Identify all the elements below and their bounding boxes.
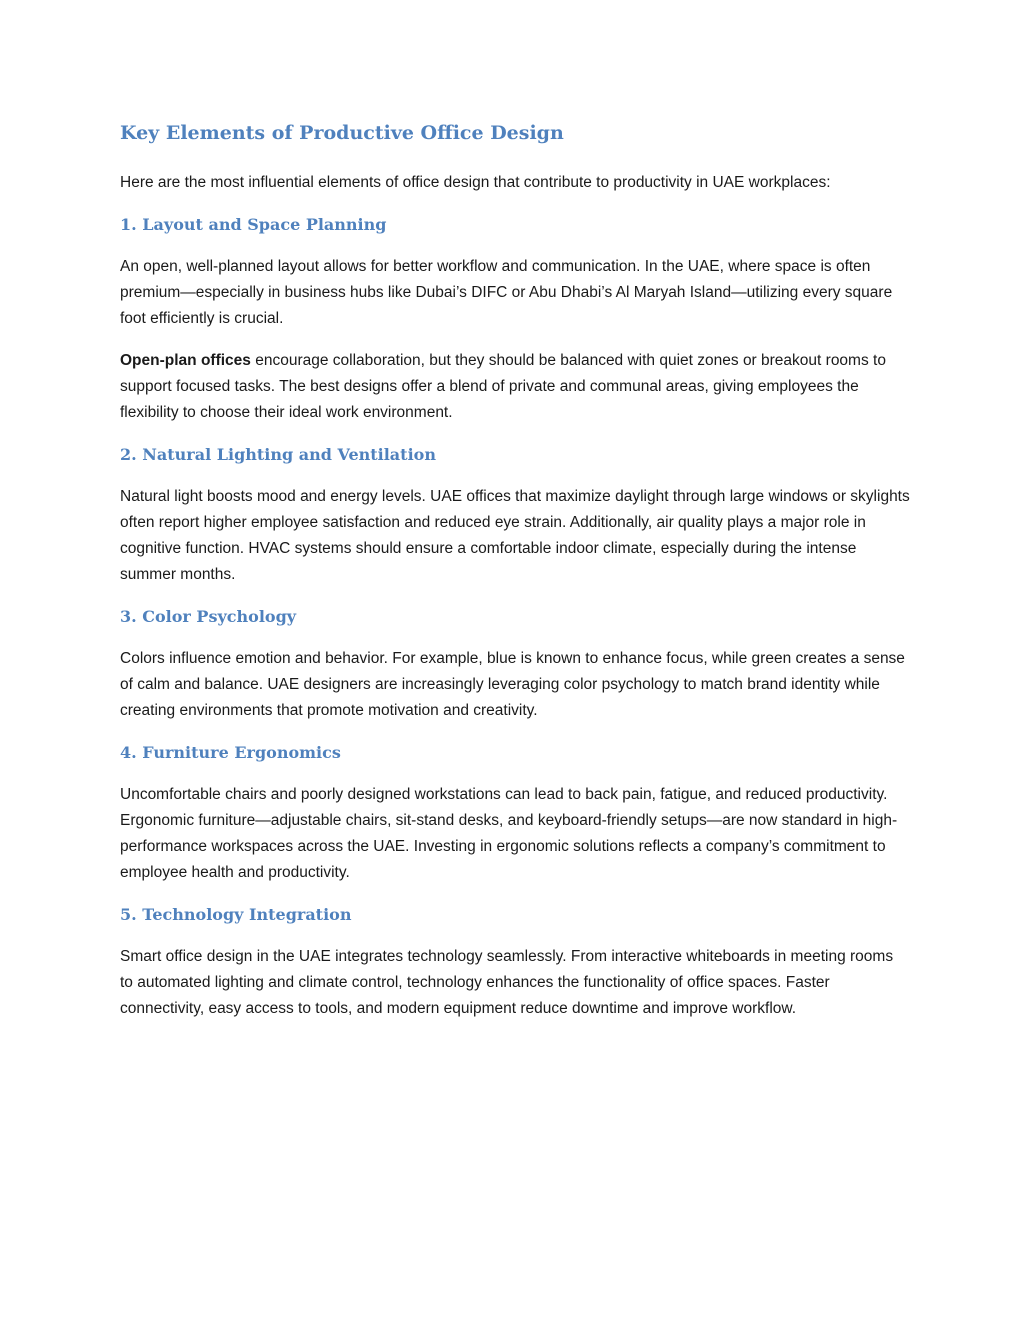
section-heading: 2. Natural Lighting and Ventilation [120, 445, 436, 464]
section-paragraph: Smart office design in the UAE integrates technology seamlessly. From interactive whiteboards in meeting rooms to automated lighting and climate control, technology enhances the functionality of office spaces. Faster connectivity, easy access to tools, and modern equipment reduce downtime and improve workflow. [120, 948, 894, 1017]
section-color [120, 604, 910, 724]
bold-term: Open-plan offices [120, 352, 251, 369]
section-paragraph: Uncomfortable chairs and poorly designed workstations can lead to back pain, fatigue, and reduced productivity. Ergonomic furniture—adjustable chairs, sit-stand desks, and keyboard-friendly setups—are now standard in high-performance workspaces across the UAE. Investing in ergonomic solutions reflects a company’s commitment to employee health and productivity. [120, 786, 898, 881]
section-heading: 1. Layout and Space Planning [120, 215, 387, 234]
section-layout [120, 212, 910, 426]
section-paragraph: Natural light boosts mood and energy levels. UAE offices that maximize daylight through large windows or skylights often report higher employee satisfaction and reduced eye strain. Additionally, air quality plays a major role in cognitive function. HVAC systems should ensure a comfortable indoor climate, especially during the intense summer months. [120, 488, 910, 583]
section-technology [120, 902, 910, 1022]
document-page [120, 118, 910, 1038]
section-heading: 5. Technology Integration [120, 905, 352, 924]
section-paragraph: Colors influence emotion and behavior. For example, blue is known to enhance focus, while green creates a sense of calm and balance. UAE designers are increasingly leveraging color psychology to match brand identity while creating environments that promote motivation and creativity. [120, 650, 905, 719]
section-paragraph [120, 348, 910, 426]
paragraph-text: encourage collaboration, but they should be balanced with quiet zones or breakout rooms to support focused tasks. The best designs offer a blend of private and communal areas, giving employees the flexibility to choose their ideal work environment. [120, 352, 886, 421]
section-furniture [120, 740, 910, 886]
page-title: Key Elements of Productive Office Design [120, 122, 564, 144]
section-heading: 4. Furniture Ergonomics [120, 743, 341, 762]
intro-paragraph: Here are the most influential elements of office design that contribute to productivity in UAE workplaces: [120, 174, 831, 191]
section-lighting [120, 442, 910, 588]
section-heading: 3. Color Psychology [120, 607, 297, 626]
section-paragraph: An open, well-planned layout allows for better workflow and communication. In the UAE, where space is often premium—especially in business hubs like Dubai’s DIFC or Abu Dhabi’s Al Maryah Island—utilizing every square foot efficiently is crucial. [120, 258, 893, 327]
